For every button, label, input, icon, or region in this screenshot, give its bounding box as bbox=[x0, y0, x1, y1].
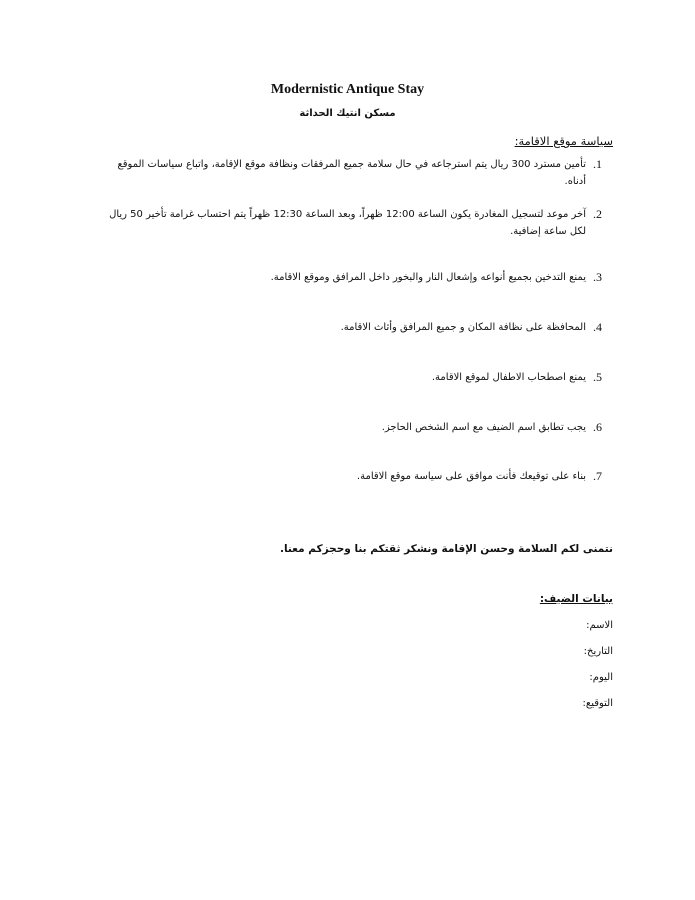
guest-field-day: اليوم: bbox=[589, 672, 613, 683]
guest-info-heading: بيانات الضيف: bbox=[539, 593, 613, 605]
policy-item-text: يمنع اصطحاب الاطفال لموقع الاقامة. bbox=[431, 372, 586, 383]
document-title-arabic: مسكن انتيك الحداثة bbox=[299, 108, 396, 119]
policy-item-number: 2. bbox=[593, 207, 602, 221]
policy-item-2 bbox=[93, 206, 613, 240]
policy-item-number: 6. bbox=[593, 420, 602, 434]
policy-item-number: 5. bbox=[593, 370, 602, 384]
closing-message: نتمنى لكم السلامة وحسن الإقامة ونشكر ثقتكم بنا وحجزكم معنا. bbox=[279, 543, 613, 555]
policy-heading: سياسة موقع الاقامة: bbox=[514, 134, 613, 148]
document-title-english: Modernistic Antique Stay bbox=[270, 82, 425, 97]
policy-item-text: يجب تطابق اسم الضيف مع اسم الشخص الحاجز. bbox=[381, 422, 586, 433]
policy-item-7 bbox=[93, 468, 613, 485]
policy-item-number: 3. bbox=[593, 270, 602, 284]
policy-item-text: المحافظة على نظافة المكان و جميع المرافق وأثاث الاقامة. bbox=[340, 322, 586, 333]
policy-item-6 bbox=[93, 419, 613, 436]
policy-item-text: آخر موعد لتسجيل المغادرة يكون الساعة 12:00 ظهراً، وبعد الساعة 12:30 ظهراً يتم احتساب غرامة تأخير 50 ريال لكل ساعة إضافية. bbox=[109, 209, 586, 237]
policy-item-1 bbox=[93, 156, 613, 190]
policy-item-number: 7. bbox=[593, 469, 602, 483]
policy-item-number: 1. bbox=[593, 157, 602, 171]
policy-item-text: يمنع التدخين بجميع أنواعه وإشعال النار والبخور داخل المرافق وموقع الاقامة. bbox=[270, 272, 586, 283]
policy-item-4 bbox=[93, 319, 613, 336]
guest-field-name: الاسم: bbox=[586, 620, 613, 631]
policy-item-3 bbox=[93, 269, 613, 286]
policy-item-text: بناء على توقيعك فأنت موافق على سياسة موقع الاقامة. bbox=[356, 471, 586, 482]
policy-item-5 bbox=[93, 369, 613, 386]
policy-item-number: 4. bbox=[593, 320, 602, 334]
policy-item-text: تأمين مسترد 300 ريال يتم استرجاعه في حال سلامة جميع المرفقات ونظافة موقع الإقامة، واتباع سياسات الموقع أدناه. bbox=[117, 159, 586, 187]
guest-field-signature: التوقيع: bbox=[582, 698, 613, 709]
guest-field-date: التاريخ: bbox=[583, 646, 613, 657]
